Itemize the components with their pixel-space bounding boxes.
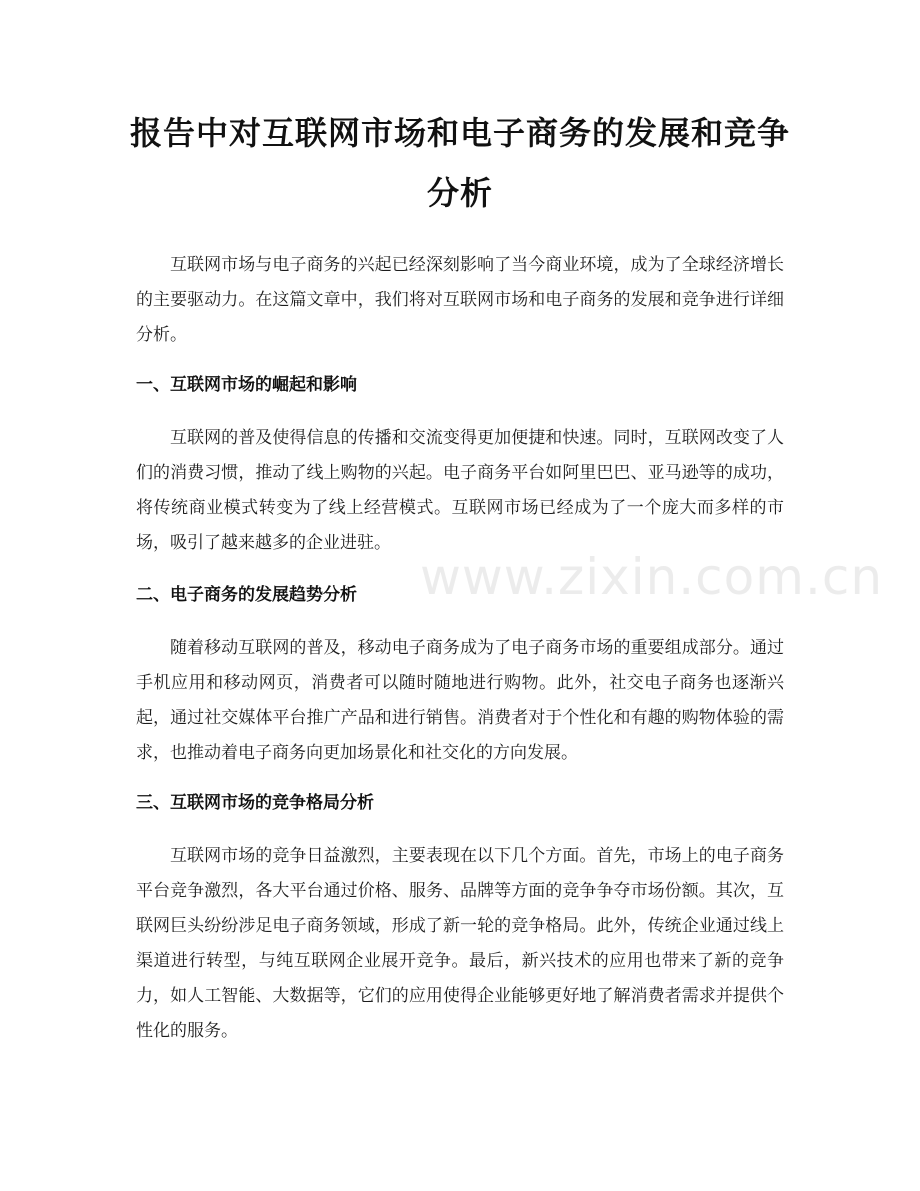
intro-paragraph: 互联网市场与电子商务的兴起已经深刻影响了当今商业环境，成为了全球经济增长的主要驱动力。在这篇文章中，我们将对互联网市场和电子商务的发展和竞争进行详细分析。 xyxy=(136,255,784,345)
section-body-1: 互联网的普及使得信息的传播和交流变得更加便捷和快速。同时，互联网改变了人们的消费习惯，推动了线上购物的兴起。电子商务平台如阿里巴巴、亚马逊等的成功，将传统商业模式转变为了线上经营模式。互联网市场已经成为了一个庞大而多样的市场，吸引了越来越多的企业进驻。 xyxy=(136,428,784,553)
section-heading-3: 三、互联网市场的竞争格局分析 xyxy=(136,793,374,813)
section-body-3: 互联网市场的竞争日益激烈，主要表现在以下几个方面。首先，市场上的电子商务平台竞争激烈，各大平台通过价格、服务、品牌等方面的竞争争夺市场份额。其次，互联网巨头纷纷涉足电子商务领域，形成了新一轮的竞争格局。此外，传统企业通过线上渠道进行转型，与纯互联网企业展开竞争。最后，新兴技术的应用也带来了新的竞争力，如人工智能、大数据等，它们的应用使得企业能够更好地了解消费者需求并提供个性化的服务。 xyxy=(136,846,784,1041)
section-heading-1: 一、互联网市场的崛起和影响 xyxy=(136,375,357,395)
document-title: 报告中对互联网市场和电子商务的发展和竞争分析 xyxy=(129,114,790,212)
section-heading-2: 二、电子商务的发展趋势分析 xyxy=(136,585,357,605)
section-body-2: 随着移动互联网的普及，移动电子商务成为了电子商务市场的重要组成部分。通过手机应用和移动网页，消费者可以随时随地进行购物。此外，社交电子商务也逐渐兴起，通过社交媒体平台推广产品和进行销售。消费者对于个性化和有趣的购物体验的需求，也推动着电子商务向更加场景化和社交化的方向发展。 xyxy=(136,638,784,763)
watermark: www.zixin.com.cn xyxy=(420,548,884,606)
